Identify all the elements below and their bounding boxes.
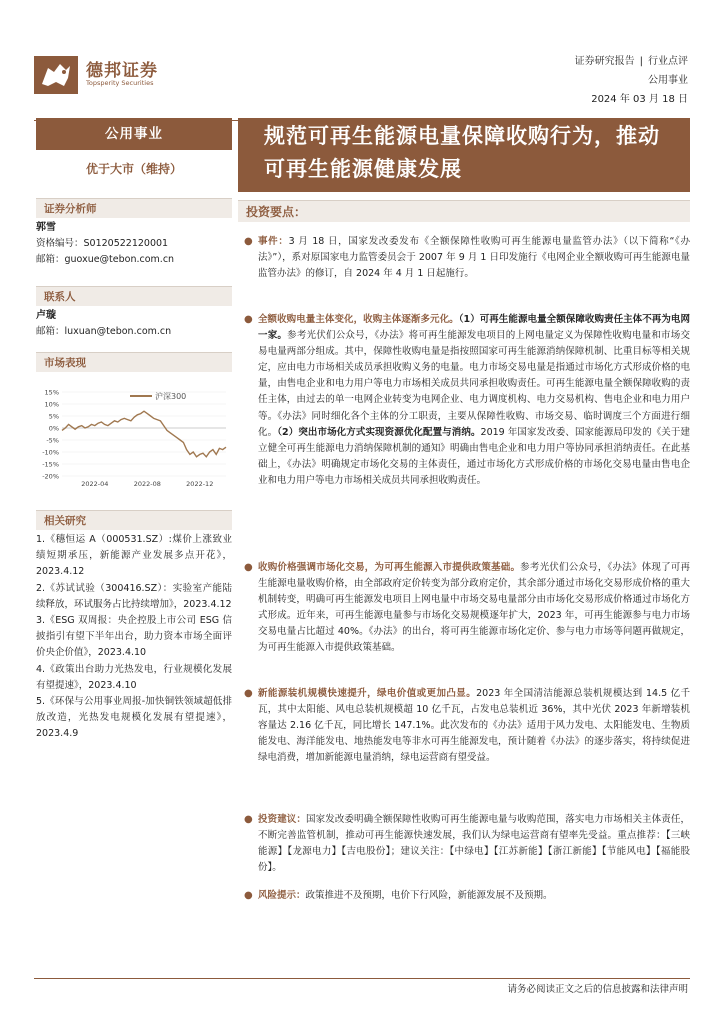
x-tick-label: 2022-12 — [186, 480, 214, 488]
analyst-email[interactable]: 邮箱：guoxue@tebon.com.cn — [36, 254, 175, 265]
y-tick-label: -15% — [42, 460, 59, 469]
research-section-head: 相关研究 — [36, 510, 232, 530]
bullet-icon: ● — [244, 562, 253, 573]
report-date: 2024 年 03 月 18 日 — [591, 94, 688, 105]
para-subject-change: ● 全额收购电量主体变化，收购主体逐渐多元化。（1）可再生能源电量全额保障收购责任主体不再为电网一家。参考光伏们公众号，《办法》将可再生能源发电项目的上网电量定义为保障性收购电量和市场交易电量两部分组成。其中，保障性收购电量是指按照国家可再生能源消纳保障机制、比重目标等相关规定，应由电力市场相关成员承担收购义务的电量。电力市场交易电量是指通过市场化方式形成价格的电量，由售电企业和电力用户等电力市场相关成员共同承担收购责任。可再生能源电量全额保障收购的责任主体，由过去的单一电网企业转变为电网企业、电力调度机构、电力交易机构、售电企业和电力用户等。《办法》同时细化各个主体的分工职责，主要从保障性收购、市场交易、临时调度三个方面进行细化。（2）突出市场化方式实现资源优化配置与消纳。2019 年国家发改委、国家能源局印发的《关于建立健全可再生能源电力消纳保障机制的通知》明确由售电企业和电力用户等协同承担消纳责任。在此基础上，《办法》明确规定市场化交易的主体责任，通过市场化方式形成价格的市场化交易电量由售电企业和电力用户等电力市场相关成员共同承担收购责任。 — [244, 314, 690, 486]
y-tick-label: 10% — [44, 400, 59, 409]
sector-label: 公用事业 — [36, 118, 232, 150]
legend-label: 沪深300 — [155, 392, 187, 401]
brand-name: 德邦证券 — [86, 60, 158, 81]
contact-email[interactable]: 邮箱：luxuan@tebon.com.cn — [36, 326, 172, 337]
y-tick-label: 0% — [48, 424, 59, 433]
research-item[interactable]: 3.《ESG 双周报：央企控股上市公司 ESG 信披指引有望下半年出台，助力资本市场全面评价央企价值》，2023.4.10 — [36, 615, 232, 659]
contact-info — [36, 308, 232, 340]
research-item[interactable]: 2.《苏试试验（300416.SZ）：实验室产能陆续释放，环试服务占比持续增加》，2023.4.12 — [36, 582, 232, 610]
analyst-cert: 资格编号：S0120522120001 — [36, 238, 169, 249]
research-item[interactable]: 1.《穗恒运 A（000531.SZ）:煤价上涨致业绩短期承压，新能源产业发展多点开花》，2023.4.12 — [36, 534, 232, 578]
invest-head: 投资要点： — [238, 200, 690, 222]
x-tick-label: 2022-04 — [81, 480, 109, 488]
y-tick-label: 5% — [48, 412, 59, 421]
para-risk: ● 风险提示：政策推进不及预期，电价下行风险，新能源发展不及预期。 — [244, 888, 690, 904]
para-pricing: ● 收购价格强调市场化交易，为可再生能源入市提供政策基础。参考光伏们公众号，《办法》体现了可再生能源电量收购价格，由全部政府定价转变为部分政府定价，其余部分通过市场化交易形成价格的重大机制转变，明确可再生能源发电项目上网电量中市场交易电量部分由市场化交易形成价格通过市场化方式形成。近年来，可再生能源电量参与市场化交易规模逐年扩大，2023 年，可再生能源参与电力市场交易电量占比超过 40%。《办法》的出台，将可再生能源市场化定价、参与电力市场等问题再做规定，为可再生能源入市提供政策基础。 — [244, 562, 690, 654]
contact-name: 卢璇 — [36, 310, 56, 321]
related-research-list — [36, 532, 232, 743]
series-line-hs300 — [62, 411, 226, 457]
research-item[interactable]: 5.《环保与公用事业周报-加快铜铁领域超低排放改造，光热发电规模化发展有望提速》，2023.4.9 — [36, 696, 232, 740]
analyst-info — [36, 220, 232, 268]
rating: 优于大市（维持） — [85, 162, 182, 176]
research-item[interactable]: 4.《政策出台助力光热发电，行业规模化发展有望提速》，2023.4.10 — [36, 663, 232, 691]
bull-logo-icon — [34, 56, 78, 94]
para-event: ● 事件：3 月 18 日，国家发改委发布《全额保障性收购可再生能源电量监管办法》（以下简称“《办法》”），系对原国家电力监管委员会于 2007 年 9 月 1 日印发施行《电网企业全额收购可再生能源电量监管办法》的修订，自 2024 年 4 月 1 日起施行。 — [244, 236, 690, 280]
report-type: 证券研究报告 — [574, 56, 635, 67]
y-tick-label: 15% — [44, 388, 59, 397]
analyst-name: 郭雪 — [36, 222, 56, 233]
para-recommendation: ● 投资建议：国家发改委明确全额保障性收购可再生能源电量与收购范围，落实电力市场相关主体责任，不断完善监管机制，推动可再生能源快速发展，我们认为绿电运营商有望率先受益。重点推荐：【三峡能源】【龙源电力】【吉电股份】；建议关注：【中绿电】【江苏新能】【浙江新能】【节能风电】【福能股份】。 — [244, 814, 690, 874]
report-header-meta: 证券研究报告 | 行业点评 公用事业 2024 年 03 月 18 日 — [575, 52, 688, 109]
contact-section-head: 联系人 — [36, 286, 232, 306]
brand-english: Topsperity Securities — [86, 79, 154, 88]
footer-disclaimer[interactable]: 请务必阅读正文之后的信息披露和法律声明 — [507, 984, 688, 995]
para-capacity: ● 新能源装机规模快速提升，绿电价值或更加凸显。2023 年全国清洁能源总装机规模达到 14.5 亿千瓦，其中太阳能、风电总装机规模超 10 亿千瓦，占发电总装机近 36%，其中光伏 2023 年新增装机容量达 2.16 亿千瓦，同比增长 147.1%。此次发布的《办法》适用于风力发电、太阳能发电、生物质能发电、海洋能发电、地热能发电等非水可再生能源发电，预计随着《办法》的逐步落实，将持续促进绿电消费，增加新能源电量消纳，绿电运营商有望受益。 — [244, 688, 690, 764]
analyst-section-head: 证券分析师 — [36, 198, 232, 218]
market-performance-chart — [36, 382, 232, 494]
footer-rule — [34, 978, 690, 979]
bullet-icon: ● — [244, 688, 253, 699]
bullet-icon: ● — [244, 236, 253, 247]
y-tick-label: -20% — [42, 472, 59, 481]
market-section-head: 市场表现 — [36, 352, 232, 372]
report-category: 行业点评 — [648, 56, 688, 67]
bullet-icon: ● — [244, 890, 253, 901]
y-tick-label: -10% — [42, 448, 59, 457]
bullet-icon: ● — [244, 314, 253, 325]
bullet-icon: ● — [244, 814, 253, 825]
brand-logo — [34, 50, 204, 100]
header-sector: 公用事业 — [648, 75, 688, 86]
y-tick-label: -5% — [46, 436, 59, 445]
x-tick-label: 2022-08 — [133, 480, 161, 488]
report-title: 规范可再生能源电量保障收购行为，推动可再生能源健康发展 — [238, 118, 690, 192]
